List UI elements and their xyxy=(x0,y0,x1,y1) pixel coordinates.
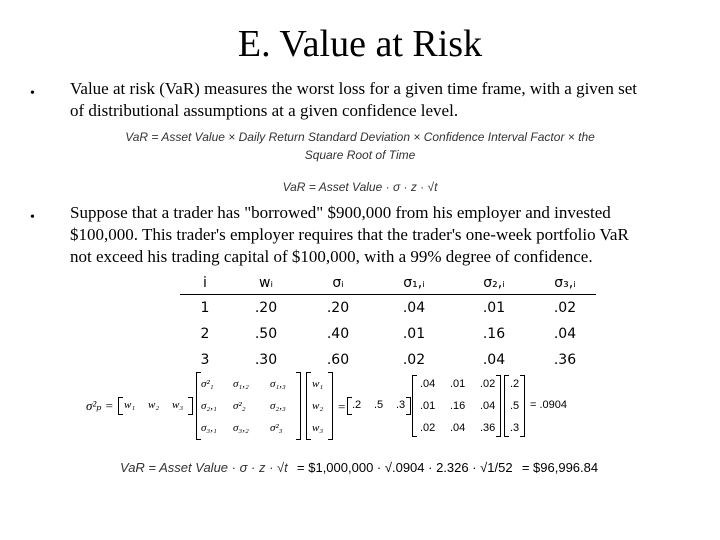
cov-value: .01 xyxy=(420,400,436,412)
cov-value: .02 xyxy=(420,422,436,434)
row-vector-entry: w₂ xyxy=(148,399,160,411)
cov-value: .36 xyxy=(480,422,496,434)
table-row xyxy=(180,295,596,322)
table-cell: .04 xyxy=(553,326,577,342)
table-cell: 2 xyxy=(200,326,210,342)
page-title: E. Value at Risk xyxy=(237,23,483,65)
cov-value: .04 xyxy=(480,400,496,412)
right-bracket xyxy=(496,375,501,437)
table-row xyxy=(180,321,596,347)
table-cell: .36 xyxy=(553,352,577,368)
cov-entry: σ₂,₁ xyxy=(201,400,217,412)
cov-entry: σ²₃ xyxy=(270,422,283,434)
row-vector-entry: w₃ xyxy=(172,399,184,411)
cov-value: .01 xyxy=(450,378,466,390)
right-bracket xyxy=(296,372,301,440)
table-header: wᵢ xyxy=(230,272,302,295)
table-cell: .50 xyxy=(254,326,278,342)
table-cell: .01 xyxy=(402,326,426,342)
portfolio-table xyxy=(180,272,596,373)
cov-entry: σ₁,₂ xyxy=(233,378,249,390)
left-bracket xyxy=(118,397,123,415)
cov-value: .04 xyxy=(420,378,436,390)
left-bracket xyxy=(504,375,509,437)
bullet-2-line-1: Suppose that a trader has "borrowed" $900,000 from his employer and invested xyxy=(70,203,611,222)
bullet-2-line-3: not exceed his trading capital of $100,000, with a 99% degree of confidence. xyxy=(70,247,593,266)
cov-entry: σ₃,₂ xyxy=(233,422,249,434)
table-cell: .02 xyxy=(402,352,426,368)
final-var-equation xyxy=(120,460,598,476)
bullet-1-line-1: Value at risk (VaR) measures the worst loss for a given time frame, with a given set xyxy=(70,79,637,98)
table-header-row xyxy=(180,272,596,295)
bullet-2-line-2: $100,000. This trader's employer requires that the trader's one-week portfolio VaR xyxy=(70,225,629,244)
table-cell: .01 xyxy=(482,300,506,316)
cov-value: .04 xyxy=(450,422,466,434)
final-var-result: = $96,996.84 xyxy=(521,460,599,475)
table-cell: .20 xyxy=(254,300,278,316)
cov-value: .02 xyxy=(480,378,496,390)
cov-entry: σ₁,₃ xyxy=(270,378,286,390)
table-cell: .20 xyxy=(326,300,350,316)
row-vector-value: .2 xyxy=(352,399,362,411)
cov-entry: σ₃,₁ xyxy=(201,422,217,434)
table-cell: .04 xyxy=(402,300,426,316)
col-vector-value: .5 xyxy=(510,400,520,412)
cov-value: .16 xyxy=(450,400,466,412)
table-cell: .04 xyxy=(482,352,506,368)
variance-result: = .0904 xyxy=(530,399,568,411)
cov-entry: σ²₂ xyxy=(233,400,246,412)
col-vector-entry: w₂ xyxy=(312,400,324,412)
table-cell: 3 xyxy=(200,352,210,368)
equals-sign: = xyxy=(338,399,346,414)
final-var-expression: = $1,000,000 · √.0904 · 2.326 · √1/52 xyxy=(297,460,513,475)
col-vector-value: .3 xyxy=(510,422,520,434)
col-vector-entry: w₁ xyxy=(312,378,324,390)
variance-lhs: σ²ₚ = xyxy=(86,398,114,413)
var-symbolic-formula: VaR = Asset Value · σ · z · √t xyxy=(282,180,438,194)
table-header: σ₂,ᵢ xyxy=(454,272,534,295)
cov-entry: σ₂,₃ xyxy=(270,400,286,412)
table-cell: .30 xyxy=(254,352,278,368)
bullet-marker: • xyxy=(30,86,35,101)
right-bracket xyxy=(520,375,525,437)
right-bracket xyxy=(188,397,193,415)
left-bracket xyxy=(306,372,311,440)
table-cell: .60 xyxy=(326,352,350,368)
right-bracket xyxy=(406,397,411,415)
table-header: σ₁,ᵢ xyxy=(374,272,454,295)
row-vector-value: .3 xyxy=(396,399,406,411)
bullet-1-line-2: of distributional assumptions at a given confidence level. xyxy=(70,101,459,120)
table-header: i xyxy=(180,272,230,295)
var-word-formula xyxy=(100,128,620,164)
var-word-formula-line-1: VaR = Asset Value × Daily Return Standard Deviation × Confidence Interval Factor × the xyxy=(125,130,595,144)
final-var-lhs: VaR = Asset Value · σ · z · √t xyxy=(120,460,288,475)
col-vector-value: .2 xyxy=(510,378,520,390)
left-bracket xyxy=(412,375,417,437)
row-vector-entry: w₁ xyxy=(124,399,136,411)
right-bracket xyxy=(328,372,333,440)
col-vector-entry: w₃ xyxy=(312,422,324,434)
table-cell: 1 xyxy=(200,300,210,316)
table-cell: .16 xyxy=(482,326,506,342)
bullet-marker: • xyxy=(30,210,35,225)
table-row xyxy=(180,347,596,373)
table-cell: .40 xyxy=(326,326,350,342)
table-cell: .02 xyxy=(553,300,577,316)
cov-entry: σ²₁ xyxy=(201,378,214,390)
bullet-2-text xyxy=(70,202,715,268)
table-header: σ₃,ᵢ xyxy=(534,272,596,295)
bullet-1-text xyxy=(70,78,710,122)
var-word-formula-line-2: Square Root of Time xyxy=(304,148,416,162)
row-vector-value: .5 xyxy=(374,399,384,411)
table-header: σᵢ xyxy=(302,272,374,295)
